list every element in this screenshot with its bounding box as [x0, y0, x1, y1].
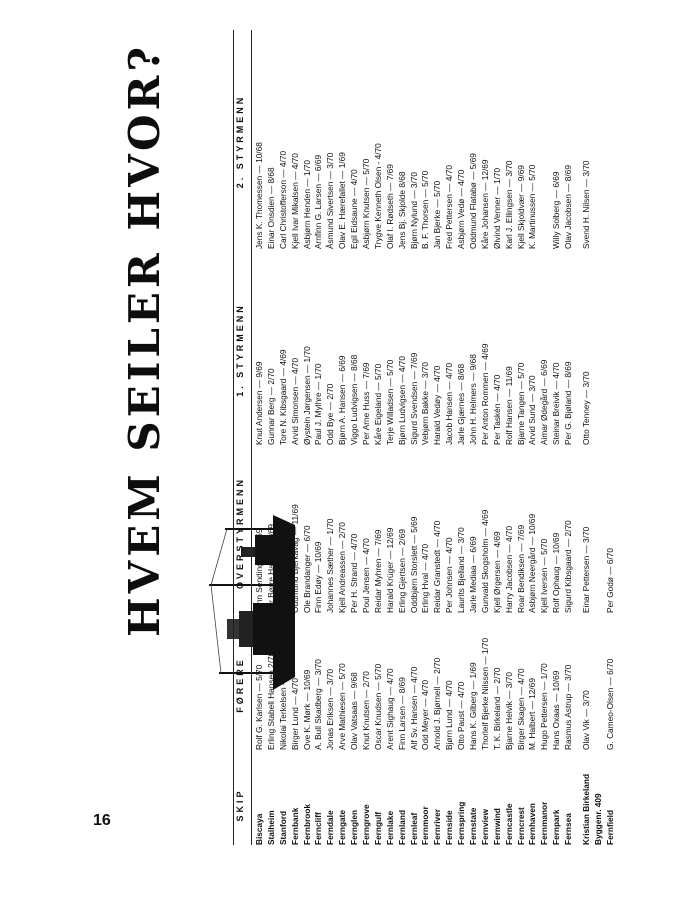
captain: Rasmus Astrup — 3/70: [563, 664, 574, 750]
ship-name: Fernsea: [563, 813, 574, 845]
captain: Otto Paust — 4/70: [456, 681, 467, 750]
ship-name: Fernlake: [384, 810, 395, 845]
table-row: [361, 30, 373, 845]
second-mate: Olav E. Hærefallet — 1/69: [337, 152, 348, 249]
crew-table: [254, 30, 617, 845]
chief-officer: Poul Jensen — 4/70: [361, 538, 372, 613]
chief-officer: Johannes Sæther — 1/70: [325, 518, 336, 613]
column-header-forere: FØRERE: [235, 657, 245, 713]
captain: T. K. Birkeland — 2/70: [491, 667, 502, 750]
second-mate: Willy Solberg — 6/69: [551, 171, 562, 249]
table-row: [409, 30, 421, 845]
captain: M. Halbert — 12/69: [527, 678, 538, 750]
captain: Erling Stabell Hansen 2/70: [265, 651, 276, 750]
ship-name: Fernland: [396, 809, 407, 845]
ship-name: Fernpark: [551, 809, 562, 845]
column-header-1-styrmenn: 1. STYRMENN: [235, 303, 245, 397]
table-row: [278, 30, 290, 845]
chief-officer: Kjell Iversen — 5/70: [539, 538, 550, 613]
table-row: [397, 30, 409, 845]
ship-name: Fernfield: [604, 809, 615, 845]
second-mate: Einar Onsdien — 8/68: [265, 167, 276, 249]
second-mate: K. Martinussen — 5/70: [527, 164, 538, 249]
chief-officer: Bent Pedersen — 8/69: [277, 529, 288, 613]
first-mate: Kåre Eigeland — 5/70: [372, 363, 383, 445]
first-mate: Bjørn Ludvigsen — 4/70: [396, 355, 407, 445]
captain: Hugo Pettersen — 1/70: [539, 663, 550, 750]
second-mate: Asbjørn Vedø — 4/70: [456, 169, 467, 249]
captain: Alf Sv. Hansen — 4/70: [408, 666, 419, 750]
captain: Arnold J. Bjørnell — 2/70: [432, 657, 443, 750]
ship-name: Fernbrook: [301, 803, 312, 845]
second-mate: Åsmund Sivertsen — 3/70: [325, 152, 336, 249]
first-mate: Knut Andersen — 9/69: [254, 361, 264, 445]
table-row: [468, 30, 480, 845]
ship-name: Byggenr. 409: [592, 793, 603, 845]
second-mate: Svend H. Nilsen — 3/70: [581, 160, 592, 249]
second-mate: Arnfinn G. Larsen — 6/69: [313, 154, 324, 249]
table-row: [337, 30, 349, 845]
header-top-rule: [233, 30, 234, 845]
chief-officer: John Sending — 12/69: [254, 528, 264, 613]
captain: Birger Skagen — 4/70: [515, 668, 526, 750]
first-mate: Rolf Hansen — 11/69: [503, 366, 514, 445]
ship-name: Fernstate: [468, 807, 479, 845]
first-mate: Arvid Sund — 3/70: [527, 375, 538, 445]
table-row: [290, 30, 302, 845]
chief-officer: Per Godø — 6/70: [604, 547, 615, 613]
first-mate: Vebjørn Bakke — 3/70: [420, 361, 431, 445]
second-mate: Trygve Kenneth Olsen - 4/70: [372, 143, 383, 249]
ship-name: Ferngrove: [361, 804, 372, 845]
chief-officer: Roar Bendiksen — 7/69: [515, 524, 526, 613]
first-mate: Otto Tenney — 3/70: [581, 371, 592, 445]
chief-officer: Rolf Ophaug — 10/69: [551, 532, 562, 613]
table-row: [504, 30, 516, 845]
captain: Hans K. Gilberg — 1/69: [468, 662, 479, 750]
ship-name: Fernside: [444, 810, 455, 845]
ship-name: Fernhaven: [527, 803, 538, 845]
table-row: [385, 30, 397, 845]
chief-officer: Ole Brandanger — 6/70: [301, 525, 312, 613]
table-row: [581, 30, 593, 845]
first-mate: Per G. Bjøland — 8/69: [563, 361, 574, 445]
table-row: [266, 30, 278, 845]
ship-name: Fernview: [479, 809, 490, 845]
table-row: [349, 30, 361, 845]
captain: Rolf G. Karlsen — 5/70: [254, 664, 264, 750]
second-mate: Fred Pettersen — 4/70: [444, 165, 455, 249]
first-mate: Paul J. Mylhre — 1/70: [313, 363, 324, 445]
second-mate: Olaf I. Rødseth — 7/69: [384, 164, 395, 249]
first-mate: Viggo Ludvigsen — 8/68: [349, 354, 360, 445]
second-mate: Kjell Skjoldvær — 9/69: [515, 165, 526, 249]
first-mate: Bjarne Tangen — 5/70: [515, 362, 526, 445]
ship-name: Fernmanor: [539, 801, 550, 845]
chief-officer: Erling Gjertsen — 2/69: [396, 529, 407, 613]
ship-name: Ferncliff: [313, 812, 324, 845]
captain: Olav Vik — 3/70: [581, 690, 592, 750]
second-mate: Carl Christofferson — 4/70: [277, 150, 288, 249]
table-row: [432, 30, 444, 845]
chief-officer: Per H. Strand — 4/70: [349, 533, 360, 613]
captain: Jonas Eriksen — 3/70: [325, 668, 336, 750]
ship-name: Fernwind: [491, 808, 502, 845]
table-row: [420, 30, 432, 845]
table-row: [302, 30, 314, 845]
first-mate: Jacob Hansen — 4/70: [444, 362, 455, 445]
second-mate: Jan Bjerke — 5/70: [432, 180, 443, 249]
ship-name: Fernbank: [289, 807, 300, 845]
table-row: [551, 30, 563, 845]
chief-officer: Kjell Ørgersen — 4/69: [491, 531, 502, 613]
first-mate: Harald Vedøy — 4/70: [432, 365, 443, 445]
ship-name: Biscaya: [254, 813, 264, 845]
first-mate: Arvid Simonsen — 4/70: [289, 357, 300, 445]
ship-name: Stanford: [277, 810, 288, 845]
chief-officer: Einar Pettersen — 3/70: [581, 526, 592, 613]
captain: Birger Lund — 4/70: [289, 678, 300, 750]
column-header-2-styrmenn: 2. STYRMENN: [235, 94, 245, 189]
column-header-skip: SKIP: [235, 788, 245, 822]
chief-officer: Oddbjørn Storslett — 5/69: [408, 516, 419, 613]
second-mate: Egil Eidsaune — 4/70: [349, 169, 360, 249]
first-mate: Odd Bye — 2/70: [325, 383, 336, 445]
ship-name: Ferngate: [337, 809, 348, 845]
first-mate: Gunnar Berg — 2/70: [265, 368, 276, 445]
captain: Finn Larsen — 8/69: [396, 677, 407, 750]
second-mate: Kåre Johansen — 12/69: [479, 159, 490, 249]
second-mate: Asbjørn Knutsen — 5/70: [361, 158, 372, 249]
chief-officer: Reidar Granstedt — 4/70: [432, 520, 443, 613]
ship-name: Fernglen: [349, 809, 360, 845]
table-row: [492, 30, 504, 845]
page-number: 16: [93, 812, 111, 829]
column-header-overstyrmenn: OVERSTYRMENN: [235, 477, 245, 590]
table-row: [516, 30, 528, 845]
first-mate: Bjørn A. Hansen — 6/69: [337, 355, 348, 445]
ship-name: Ferncrest: [515, 807, 526, 845]
second-mate: Jens K. Thomessen — 10/68: [254, 142, 264, 249]
table-row: [527, 30, 539, 845]
captain: Odd Meyer — 4/70: [420, 679, 431, 750]
first-mate: Per Arne Huss — 7/69: [361, 362, 372, 445]
first-mate: Terje Willadsen — 5/70: [384, 359, 395, 445]
second-mate: Karl J. Ellingsen — 3/70: [503, 160, 514, 249]
chief-officer: Oddmund Bjerkavåg — 11/69: [289, 504, 300, 613]
first-mate: Jarle Gjærnes — 8/68: [456, 363, 467, 445]
captain: Arve Mathiesen — 5/70: [337, 663, 348, 750]
ship-name: Stalheim: [265, 810, 276, 845]
first-mate: Steinar Breivik — 4/70: [551, 362, 562, 445]
table-row: [254, 30, 266, 845]
chief-officer: Gunvald Skogsholm — 4/69: [479, 509, 490, 613]
second-mate: Asbjørn Henden — 1/70: [301, 159, 312, 249]
first-mate: Øystein Jørgensen — 1/70: [301, 346, 312, 445]
second-mate: B. F. Thorsen — 5/70: [420, 170, 431, 249]
ship-name: Ferndale: [325, 810, 336, 845]
captain: Thorleif Bjerke Nilssen — 1/70: [479, 637, 490, 750]
captain: Ove K. Mørk — 10/69: [301, 669, 312, 750]
table-row: [444, 30, 456, 845]
captain: Hans Oxaas — 10/69: [551, 670, 562, 750]
table-row: [480, 30, 492, 845]
ship-name: Kristian Birkeland: [581, 773, 592, 845]
chief-officer: Per Johnsen — 4/70: [444, 537, 455, 613]
ship-name: Ferncastle: [503, 803, 514, 845]
column-header: [235, 30, 251, 845]
second-mate: Øivind Venner — 1/70: [491, 167, 502, 249]
table-row: [605, 30, 617, 845]
captain: Olav Vatsaas — 9/68: [349, 672, 360, 750]
captain: Bjørn Lund — 4/70: [444, 680, 455, 750]
page-title: HVEM SEILER HVOR?: [120, 42, 169, 638]
table-row: [563, 30, 575, 845]
ship-name: Fernleaf: [408, 812, 419, 845]
ship-name: Ferngulf: [372, 811, 383, 845]
table-row: [313, 30, 325, 845]
chief-officer: Harry Jacobsen — 4/70: [503, 525, 514, 613]
chief-officer: Per Børre Halén — 9/69: [265, 524, 276, 613]
second-mate: Oddmund Flatabø — 5/69: [468, 153, 479, 249]
captain: A. Bull Skadberg — 3/70: [313, 659, 324, 750]
chief-officer: Finn Edøy — 10/69: [313, 541, 324, 613]
second-mate: Bjørn Nylund — 3/70: [408, 171, 419, 249]
chief-officer: Erling Hval — 4/70: [420, 543, 431, 613]
chief-officer: Kjell Andreassen — 2/70: [337, 522, 348, 613]
second-mate: Olav Jacobsen — 8/69: [563, 165, 574, 249]
chief-officer: Harald Krüger — 12/69: [384, 527, 395, 613]
first-mate: Sigurd Svendsen — 7/69: [408, 352, 419, 445]
chief-officer: Asbjørn Neergård — 10/69: [527, 513, 538, 613]
first-mate: Aimar Ødegård — 6/69: [539, 359, 550, 445]
ship-name: Fernriver: [432, 809, 443, 845]
ship-name: Fernmoor: [420, 806, 431, 845]
first-mate: Per Anton Rommen — 4/69: [479, 343, 490, 445]
chief-officer: Reidar Myhren — 7/69: [372, 529, 383, 613]
table-row: [456, 30, 468, 845]
chief-officer: Laurits Bjelland — 3/70: [456, 527, 467, 613]
captain: G. Cameo-Olsen — 6/70: [604, 658, 615, 750]
table-row: [539, 30, 551, 845]
captain: Knut Knutsen — 2/70: [361, 671, 372, 750]
table-row: [593, 30, 605, 845]
captain: Bjarne Helvik — 3/70: [503, 672, 514, 750]
captain: Arent Sighaug — 4/70: [384, 668, 395, 750]
first-mate: John H. Helmers — 9/68: [468, 354, 479, 445]
chief-officer: Sigurd Kibsgaard — 2/70: [563, 520, 574, 613]
first-mate: Per Taskén — 4/70: [491, 374, 502, 445]
captain: Oscar Knudsen — 5/70: [372, 663, 383, 750]
chief-officer: Jarle Mediaa — 6/69: [468, 536, 479, 613]
first-mate: Tore N. Kibsgaard — 4/69: [277, 349, 288, 445]
second-mate: Kjell Ivar Mikalsen — 4/70: [289, 153, 300, 249]
captain: Nikolai Terkelsen — 4/70: [277, 658, 288, 750]
header-bottom-rule: [251, 30, 252, 845]
second-mate: Jens Bj. Skjolde 8/68: [396, 171, 407, 249]
rotated-table-page: [115, 30, 655, 845]
ship-name: Fernspring: [456, 801, 467, 845]
table-row: [325, 30, 337, 845]
table-row: [373, 30, 385, 845]
